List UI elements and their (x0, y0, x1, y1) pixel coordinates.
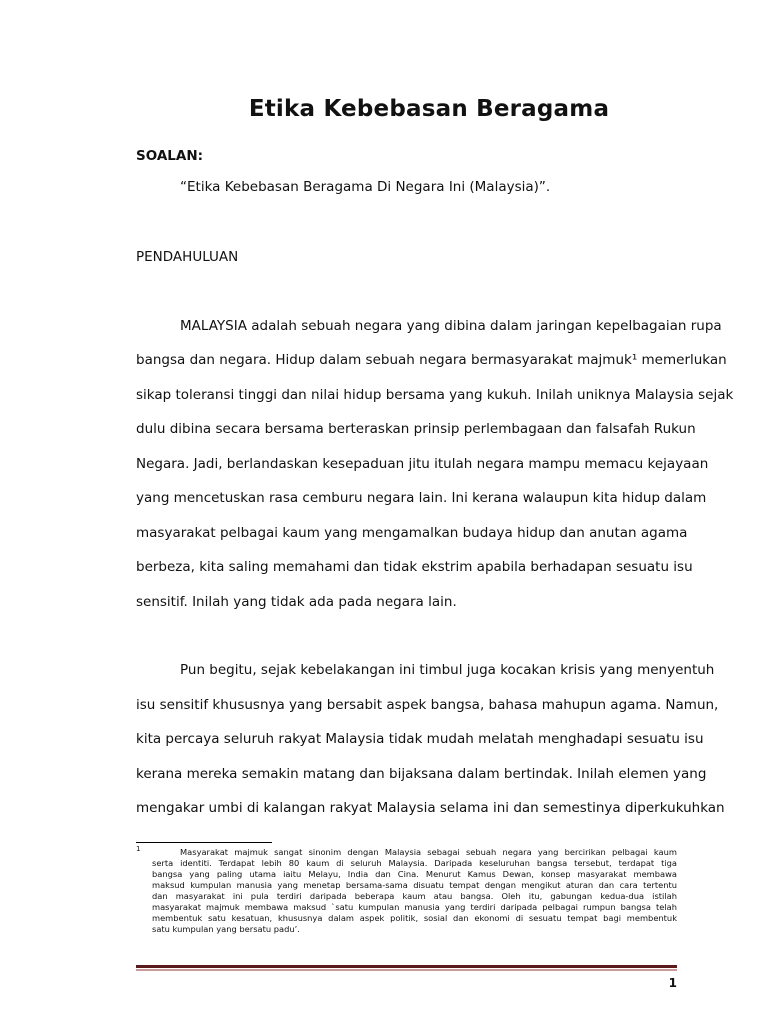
paragraph-line: kerana mereka semakin matang dan bijaksana dalam bertindak. Inilah elemen yang (136, 766, 707, 782)
question-label: SOALAN: (136, 148, 204, 164)
footer-band-light (136, 969, 677, 971)
paragraph-line: Pun begitu, sejak kebelakangan ini timbul juga kocakan krisis yang menyentuh (180, 662, 715, 678)
footnote-line: membentuk satu kesatuan, khususnya dalam aspek politik, sosial dan ekonomi di sesuatu tempat bagi membentuk (152, 913, 677, 923)
question-text: “Etika Kebebasan Beragama Di Negara Ini (Malaysia)”. (180, 179, 551, 195)
footnote-line: bangsa yang paling utama iaitu Melayu, India dan Cina. Menurut Kamus Dewan, konsep masyarakat membawa (152, 869, 677, 879)
page-number: 1 (668, 976, 677, 990)
footnote-line: maksud kumpulan manusia yang menetap bersama-sama disuatu tempat dengan mengikut aturan dan cara tertentu (152, 880, 677, 890)
paragraph-line: sensitif. Inilah yang tidak ada pada negara lain. (136, 594, 457, 610)
paragraph-line: isu sensitif khususnya yang bersabit aspek bangsa, bahasa mahupun agama. Namun, (136, 697, 719, 713)
section-heading: PENDAHULUAN (136, 249, 239, 265)
paragraph-line: mengakar umbi di kalangan rakyat Malaysia selama ini dan semestinya diperkukuhkan (136, 800, 725, 816)
paragraph-line: Negara. Jadi, berlandaskan kesepaduan jitu itulah negara mampu memacu kejayaan (136, 456, 709, 472)
paragraph-line: masyarakat pelbagai kaum yang mengamalkan budaya hidup dan anutan agama (136, 525, 688, 541)
footnote-line: Masyarakat majmuk sangat sinonim dengan Malaysia sebagai sebuah negara yang bercirikan pelbagai kaum (180, 847, 677, 857)
paragraph-line: sikap toleransi tinggi dan nilai hidup bersama yang kukuh. Inilah uniknya Malaysia sejak (136, 387, 734, 403)
document-title: Etika Kebebasan Beragama (248, 96, 610, 122)
footnote-line: masyarakat majmuk membawa maksud `satu kumpulan manusia yang terdiri daripada pelbagai rumpun bangsa telah (152, 902, 677, 912)
footnote-line: satu kumpulan yang bersatu padu’. (152, 924, 300, 934)
paragraph-line: yang mencetuskan rasa cemburu negara lain. Ini kerana walaupun kita hidup dalam (136, 490, 707, 506)
paragraph-line: berbeza, kita saling memahami dan tidak ekstrim apabila berhadapan sesuatu isu (136, 559, 693, 575)
paragraph-line: kita percaya seluruh rakyat Malaysia tidak mudah melatah menghadapi sesuatu isu (136, 731, 704, 747)
footer-band-dark (136, 965, 677, 968)
paragraph-line: dulu dibina secara bersama berteraskan prinsip perlembagaan dan falsafah Rukun (136, 421, 696, 437)
footnote-marker: 1 (136, 845, 141, 853)
footnote-line: dan masyarakat ini pula terdiri daripada beberapa kaum atau bangsa. Oleh itu, gabungan kedua-dua istilah (152, 891, 677, 901)
footnote-line: serta identiti. Terdapat lebih 80 kaum di seluruh Malaysia. Daripada keseluruhan bangsa tersebut, terdapat tiga (152, 858, 677, 868)
footnote-separator (136, 842, 272, 843)
paragraph-line: MALAYSIA adalah sebuah negara yang dibina dalam jaringan kepelbagaian rupa (180, 318, 722, 334)
paragraph-line: bangsa dan negara. Hidup dalam sebuah negara bermasyarakat majmuk¹ memerlukan (136, 352, 727, 368)
